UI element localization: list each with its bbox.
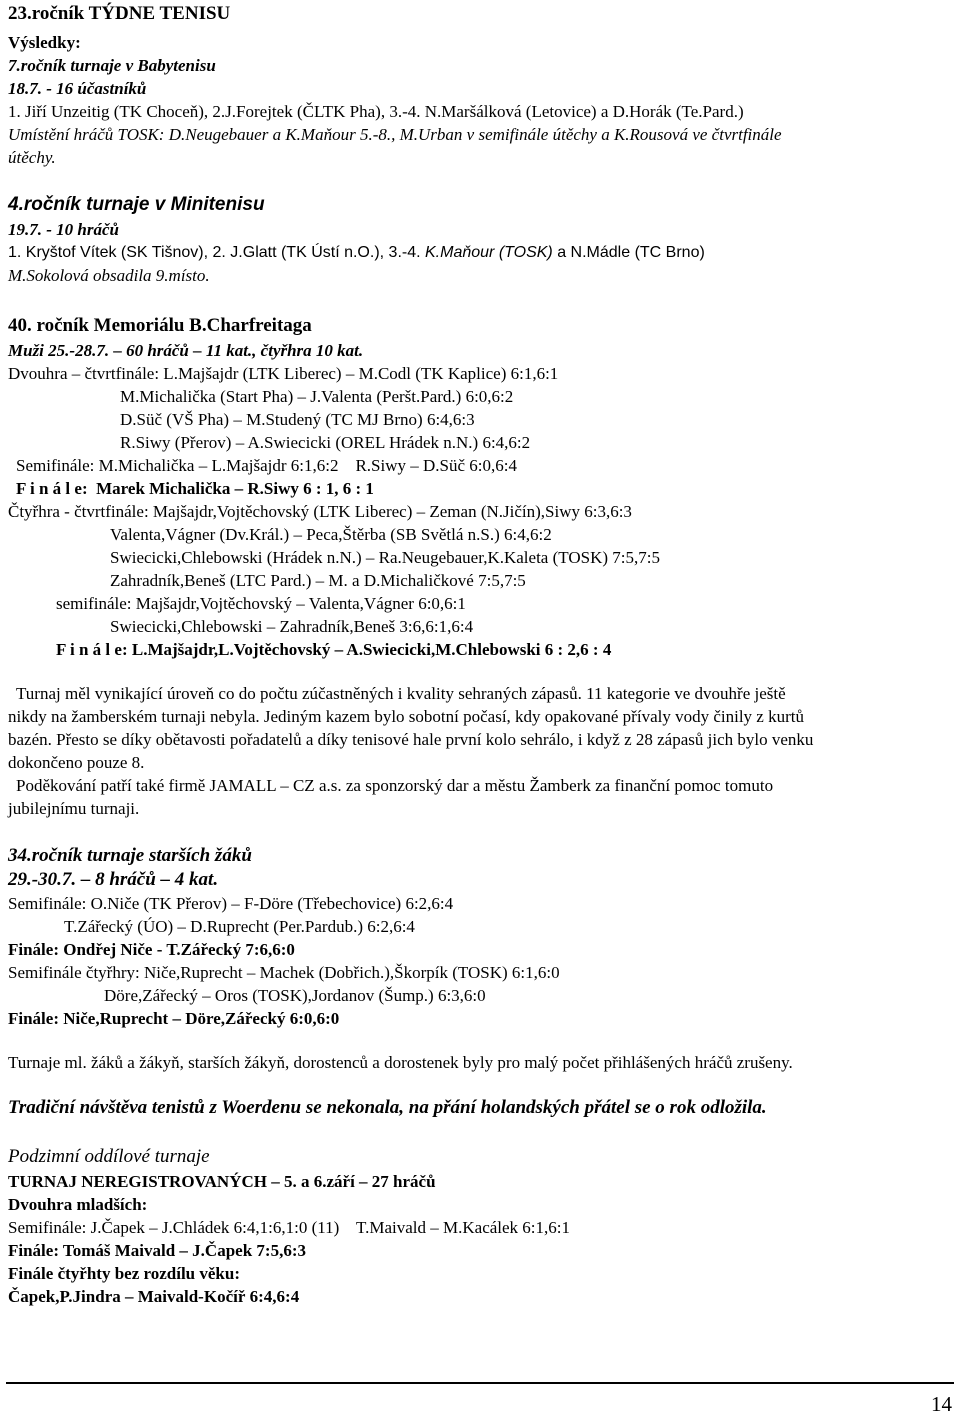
doubles-qf-1: Čtyřhra - čtvrtfinále: Majšajdr,Vojtěchovský (LTK Liberec) – Zeman (N.Jičín),Siwy 6:3,6:3 — [8, 502, 632, 521]
babytenis-placement-2: útěchy. — [8, 148, 56, 167]
singles-final — [16, 479, 374, 499]
older-pupils-doubles-sf-2: Döre,Zářecký – Oros (TOSK),Jordanov (Šump.) 6:3,6:0 — [104, 986, 486, 1005]
minitenis-title: 4.ročník turnaje v Minitenisu — [8, 194, 265, 215]
page-number: 14 — [931, 1392, 952, 1416]
older-pupils-doubles-final: Finále: Niče,Ruprecht – Döre,Zářecký 6:0,6:0 — [8, 1009, 340, 1028]
older-pupils-title: 34.ročník turnaje starších žáků — [8, 845, 252, 866]
autumn-doubles-label: Finále čtyřhty bez rozdílu věku: — [8, 1264, 240, 1283]
summary-line-2: nikdy na žamberském turnaji nebyla. Jediným kazem bylo sobotní počasí, kdy opakované přívaly vody činily z kurtů — [8, 707, 804, 726]
minitenis-date: 19.7. - 10 hráčů — [8, 220, 119, 239]
babytenis-results: 1. Jiří Unzeitig (TK Choceň), 2.J.Forejtek (ČLTK Pha), 3.-4. N.Maršálková (Letovice) a D.Horák (Te.Pard.) — [8, 102, 744, 121]
summary-line-4: dokončeno pouze 8. — [8, 753, 145, 772]
woerden-note: Tradiční návštěva tenistů z Woerdenu se nekonala, na přání holandských přátel se o rok odložila. — [8, 1097, 767, 1118]
doubles-qf-4: Zahradník,Beneš (LTC Pard.) – M. a D.Michaličkové 7:5,7:5 — [110, 571, 526, 590]
singles-final-label: F i n á l e: — [16, 479, 88, 498]
autumn-final: Finále: Tomáš Maivald – J.Čapek 7:5,6:3 — [8, 1241, 306, 1260]
memorial-subtitle: Muži 25.-28.7. – 60 hráčů – 11 kat., čtyřhra 10 kat. — [8, 341, 364, 360]
summary-line-1: Turnaj měl vynikající úroveň co do počtu zúčastněných i kvality sehraných zápasů. 11 kategorie ve dvouhře ještě — [16, 684, 786, 703]
singles-sf: Semifinále: M.Michalička – L.Majšajdr 6:1,6:2 R.Siwy – D.Süč 6:0,6:4 — [16, 456, 517, 475]
page-heading: 23.ročník TÝDNE TENISU — [8, 3, 231, 24]
doubles-sf-2: Swiecicki,Chlebowski – Zahradník,Beneš 3:6,6:1,6:4 — [110, 617, 474, 636]
older-pupils-final: Finále: Ondřej Niče - T.Zářecký 7:6,6:0 — [8, 940, 295, 959]
doubles-qf-2: Valenta,Vágner (Dv.Král.) – Peca,Štěrba (SB Světlá n.S.) 6:4,6:2 — [110, 525, 552, 544]
doubles-sf-1: semifinále: Majšajdr,Vojtěchovský – Valenta,Vágner 6:0,6:1 — [56, 594, 466, 613]
singles-qf-4: R.Siwy (Přerov) – A.Swiecicki (OREL Hrádek n.N.) 6:4,6:2 — [120, 433, 531, 452]
babytenis-date: 18.7. - 16 účastníků — [8, 79, 147, 98]
summary-line-6: jubilejnímu turnaji. — [8, 799, 140, 818]
minitenis-note: M.Sokolová obsadila 9.místo. — [8, 266, 210, 285]
memorial-title: 40. ročník Memoriálu B.Charfreitaga — [8, 315, 312, 336]
doubles-qf-3: Swiecicki,Chlebowski (Hrádek n.N.) – Ra.Neugebauer,K.Kaleta (TOSK) 7:5,7:5 — [110, 548, 660, 567]
autumn-younger-label: Dvouhra mladších: — [8, 1195, 148, 1214]
babytenis-title: 7.ročník turnaje v Babytenisu — [8, 56, 216, 75]
autumn-sf: Semifinále: J.Čapek – J.Chládek 6:4,1:6,1:0 (11) T.Maivald – M.Kacálek 6:1,6:1 — [8, 1218, 571, 1237]
singles-qf-1: Dvouhra – čtvrtfinále: L.Majšajdr (LTK Liberec) – M.Codl (TK Kaplice) 6:1,6:1 — [8, 364, 559, 383]
singles-qf-3: D.Süč (VŠ Pha) – M.Studený (TC MJ Brno) 6:4,6:3 — [120, 410, 475, 429]
cancel-note: Turnaje ml. žáků a žákyň, starších žákyň, dorostenců a dorostenek byly pro malý počet přihlášených hráčů zrušeny. — [8, 1053, 793, 1072]
autumn-tournament: TURNAJ NEREGISTROVANÝCH – 5. a 6.září – 27 hráčů — [8, 1172, 436, 1191]
older-pupils-date: 29.-30.7. – 8 hráčů – 4 kat. — [8, 869, 219, 890]
minitenis-results — [8, 243, 705, 263]
summary-line-5: Poděkování patří také firmě JAMALL – CZ a.s. za sponzorský dar a městu Žamberk za finanční pomoc tomuto — [16, 776, 774, 795]
summary-line-3: bazén. Přesto se díky obětavosti pořadatelů a díky tenisové hale první kolo sehrálo, i když z 28 zápasů jich bylo venku — [8, 730, 814, 749]
doubles-final: F i n á l e: L.Majšajdr,L.Vojtěchovský – A.Swiecicki,M.Chlebowski 6 : 2,6 : 4 — [56, 640, 612, 659]
older-pupils-sf-2: T.Zářecký (ÚO) – D.Ruprecht (Per.Pardub.) 6:2,6:4 — [64, 917, 415, 936]
minitenis-results-b: K.Maňour (TOSK) — [425, 244, 553, 261]
babytenis-placement-1: Umístění hráčů TOSK: D.Neugebauer a K.Maňour 5.-8., M.Urban v semifinále útěchy a K.Rousová ve čtvrtfinále — [8, 125, 782, 144]
older-pupils-doubles-sf-1: Semifinále čtyřhry: Niče,Ruprecht – Machek (Dobřich.),Škorpík (TOSK) 6:1,6:0 — [8, 963, 560, 982]
autumn-title: Podzimní oddílové turnaje — [8, 1146, 210, 1167]
results-label: Výsledky: — [8, 33, 81, 52]
autumn-doubles-final: Čapek,P.Jindra – Maivald-Kočíř 6:4,6:4 — [8, 1287, 300, 1306]
minitenis-results-c: a N.Mádle (TC Brno) — [552, 244, 705, 261]
singles-qf-2: M.Michalička (Start Pha) – J.Valenta (Peršt.Pard.) 6:0,6:2 — [120, 387, 514, 406]
singles-final-result: Marek Michalička – R.Siwy 6 : 1, 6 : 1 — [96, 479, 374, 498]
footer-rule — [6, 1382, 954, 1384]
older-pupils-sf-1: Semifinále: O.Niče (TK Přerov) – F-Döre (Třebechovice) 6:2,6:4 — [8, 894, 454, 913]
minitenis-results-a: 1. Kryštof Vítek (SK Tišnov), 2. J.Glatt (TK Ústí n.O.), 3.-4. — [8, 244, 425, 261]
